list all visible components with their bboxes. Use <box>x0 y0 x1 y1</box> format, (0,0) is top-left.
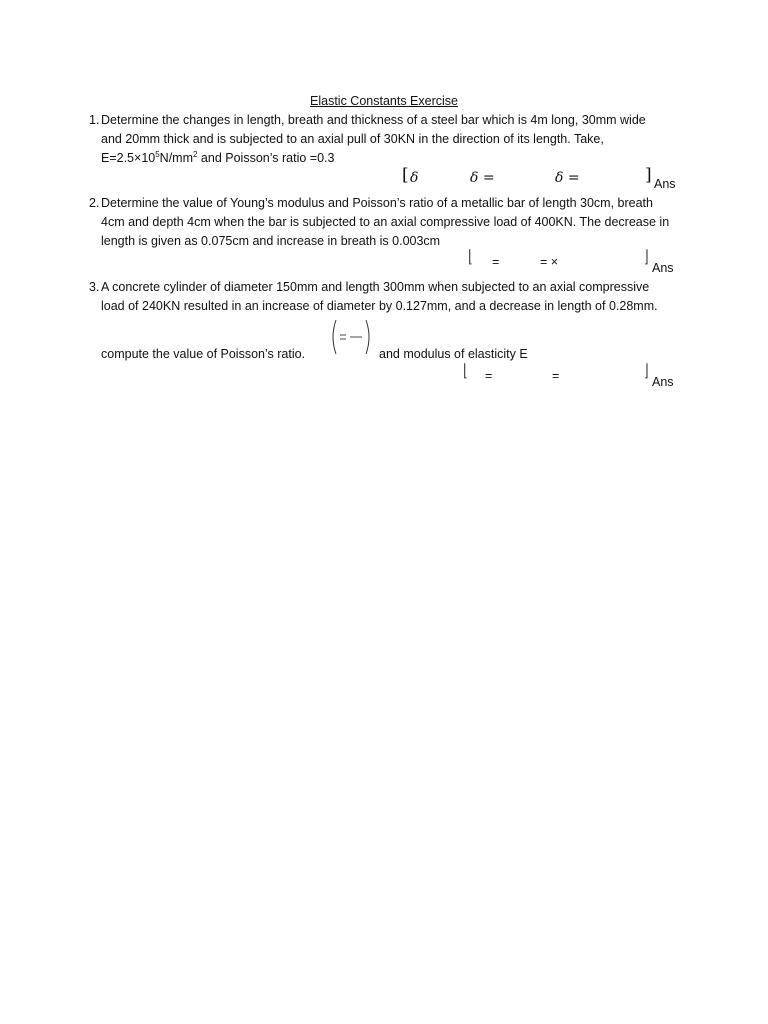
page-title: Elastic Constants Exercise <box>310 94 458 108</box>
modulus-text: E=2.5×10 <box>101 151 156 165</box>
delta-equation: δ = <box>555 170 580 186</box>
equals-sign: = <box>492 255 500 269</box>
question-number: 2. <box>89 196 100 210</box>
question-line: length is given as 0.075cm and increase in breath is 0.003cm <box>101 234 441 248</box>
answer-label: Ans <box>652 261 674 275</box>
left-bracket: [ <box>402 165 409 185</box>
unit-text: N/mm <box>159 151 193 165</box>
left-bracket: ⌊ <box>468 247 473 267</box>
poisson-text: and Poisson’s ratio =0.3 <box>197 151 335 165</box>
question-line: load of 240KN resulted in an increase of diameter by 0.127mm, and a decrease in length of 0.28mm. <box>101 299 658 313</box>
poisson-ratio-fraction <box>330 318 372 356</box>
question-line: and modulus of elasticity E <box>379 347 528 361</box>
delta-equation: δ = <box>470 170 495 186</box>
right-bracket: ] <box>645 165 652 185</box>
right-bracket: ⌋ <box>644 361 649 381</box>
answer-label: Ans <box>654 177 676 191</box>
right-bracket: ⌋ <box>644 247 649 267</box>
equals-sign: = <box>552 369 560 383</box>
answer-label: Ans <box>652 375 674 389</box>
equals-times: = × <box>540 255 559 269</box>
question-number: 1. <box>89 113 100 127</box>
question-1 <box>89 111 689 168</box>
question-line: compute the value of Poisson’s ratio. <box>101 347 306 361</box>
question-line: and 20mm thick and is subjected to an axial pull of 30KN in the direction of its length. Take, <box>101 132 604 146</box>
question-line: 4cm and depth 4cm when the bar is subjected to an axial compressive load of 400KN. The decrease in <box>101 215 670 229</box>
question-line <box>89 149 689 168</box>
left-bracket: ⌊ <box>463 361 468 381</box>
question-3 <box>89 278 689 316</box>
delta-symbol: δ <box>410 170 419 186</box>
exponent: 5 <box>155 150 160 159</box>
exponent: 2 <box>193 150 198 159</box>
equals-sign: = <box>485 369 493 383</box>
question-number: 3. <box>89 280 100 294</box>
question-line: Determine the value of Young’s modulus and Poisson’s ratio of a metallic bar of length 30cm, breath <box>101 196 653 210</box>
question-line: Determine the changes in length, breath and thickness of a steel bar which is 4m long, 30mm wide <box>101 113 646 127</box>
question-line: A concrete cylinder of diameter 150mm and length 300mm when subjected to an axial compressive <box>101 280 650 294</box>
question-2 <box>89 194 689 251</box>
